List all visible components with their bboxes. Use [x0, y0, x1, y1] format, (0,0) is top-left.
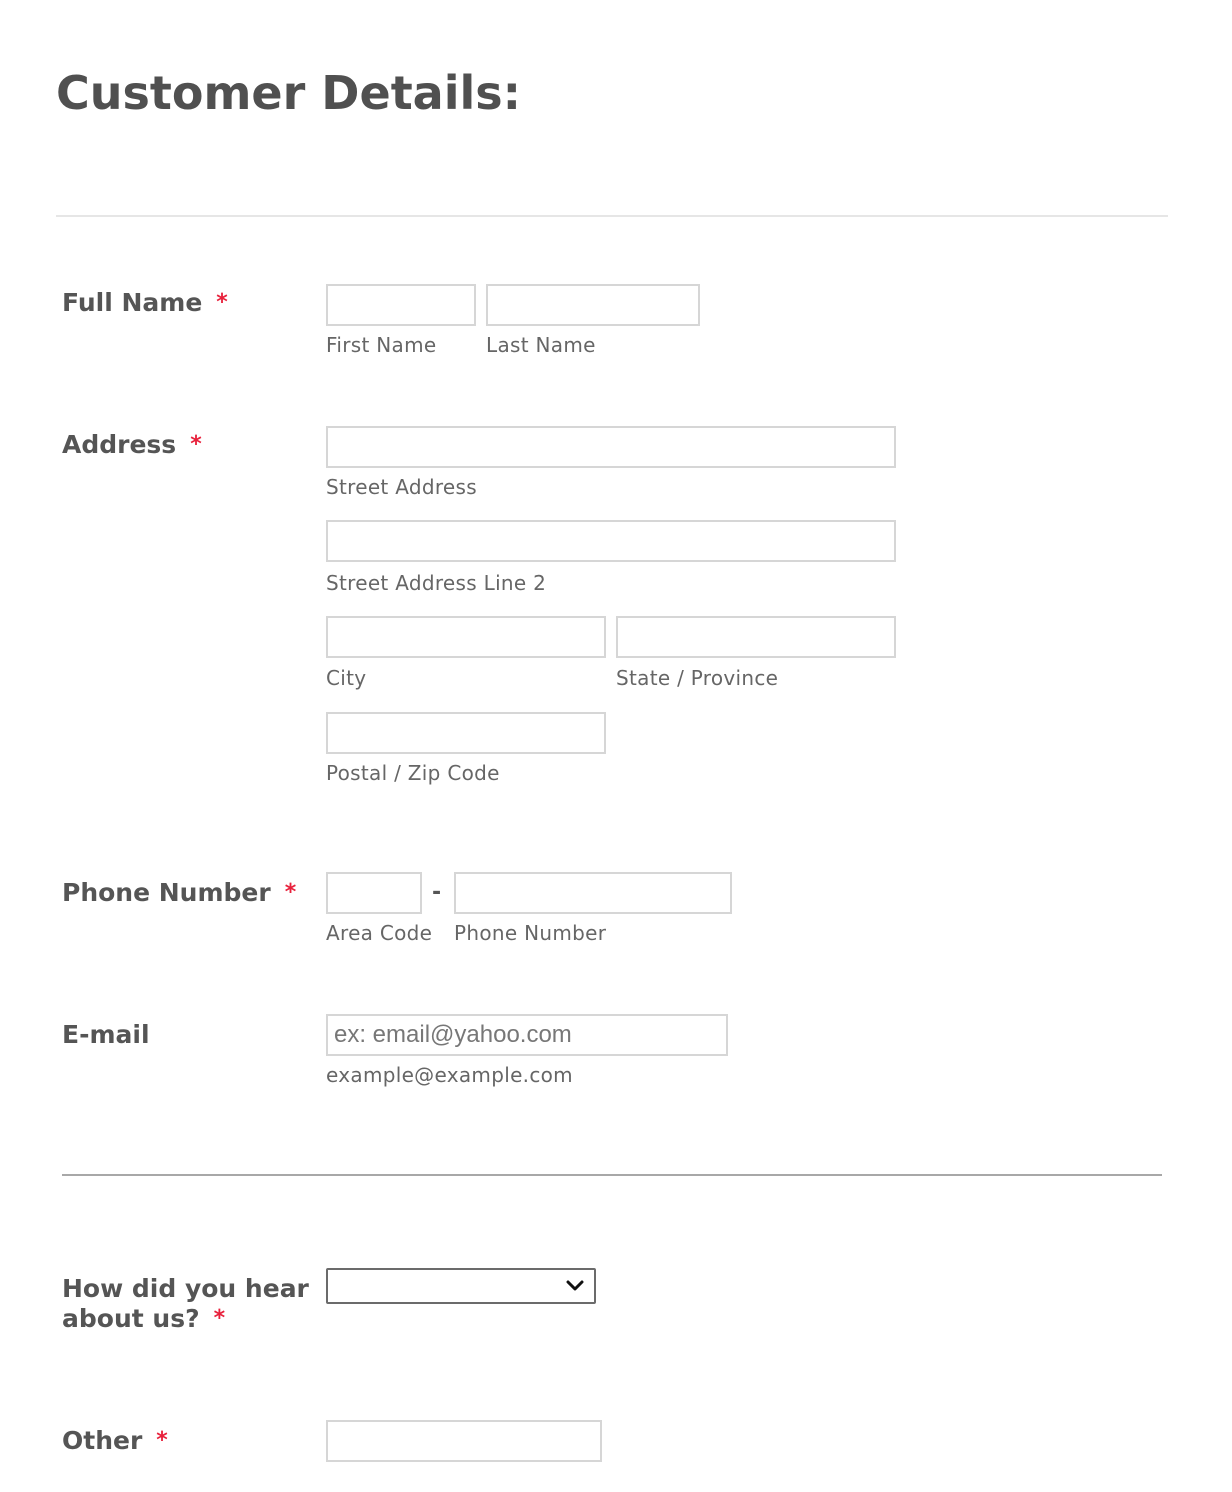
city-sublabel: City [326, 666, 367, 690]
referral-label-line2: about us? [62, 1304, 200, 1333]
email-sublabel: example@example.com [326, 1063, 573, 1087]
chevron-down-icon [566, 1277, 584, 1295]
state-province-input[interactable] [616, 616, 896, 658]
other-label-text: Other [62, 1426, 143, 1455]
phone-separator: - [432, 880, 442, 905]
required-marker: * [156, 1428, 168, 1453]
state-province-sublabel: State / Province [616, 666, 779, 690]
last-name-input[interactable] [486, 284, 700, 326]
address-label [62, 430, 202, 460]
city-input[interactable] [326, 616, 606, 658]
referral-label-line1: How did you hear [62, 1274, 309, 1303]
email-label [62, 1020, 150, 1050]
postal-code-input[interactable] [326, 712, 606, 754]
area-code-input[interactable] [326, 872, 422, 914]
other-label [62, 1426, 168, 1456]
section-divider [62, 1174, 1162, 1176]
required-marker: * [284, 880, 297, 905]
required-marker: * [216, 290, 228, 315]
header-divider [56, 215, 1168, 217]
required-marker: * [213, 1306, 226, 1331]
referral-label [62, 1274, 309, 1334]
phone-number-label-text: Phone Number [62, 878, 271, 907]
full-name-label-text: Full Name [62, 288, 203, 317]
page-title: Customer Details: [56, 66, 522, 120]
full-name-label [62, 288, 228, 318]
last-name-sublabel: Last Name [486, 333, 596, 357]
street-address-sublabel: Street Address [326, 475, 477, 499]
street-address-input[interactable] [326, 426, 896, 468]
other-input[interactable] [326, 1420, 602, 1462]
postal-code-sublabel: Postal / Zip Code [326, 761, 500, 785]
referral-select[interactable] [326, 1268, 596, 1304]
phone-number-input[interactable] [454, 872, 732, 914]
first-name-input[interactable] [326, 284, 476, 326]
phone-number-sublabel: Phone Number [454, 921, 607, 945]
first-name-sublabel: First Name [326, 333, 437, 357]
street-address-line2-input[interactable] [326, 520, 896, 562]
address-label-text: Address [62, 430, 177, 459]
email-input[interactable] [326, 1014, 728, 1056]
area-code-sublabel: Area Code [326, 921, 433, 945]
required-marker: * [190, 432, 202, 457]
street-address-line2-sublabel: Street Address Line 2 [326, 571, 547, 595]
phone-number-label [62, 878, 296, 908]
referral-label-line2-wrap [62, 1304, 309, 1334]
email-label-text: E-mail [62, 1020, 150, 1049]
